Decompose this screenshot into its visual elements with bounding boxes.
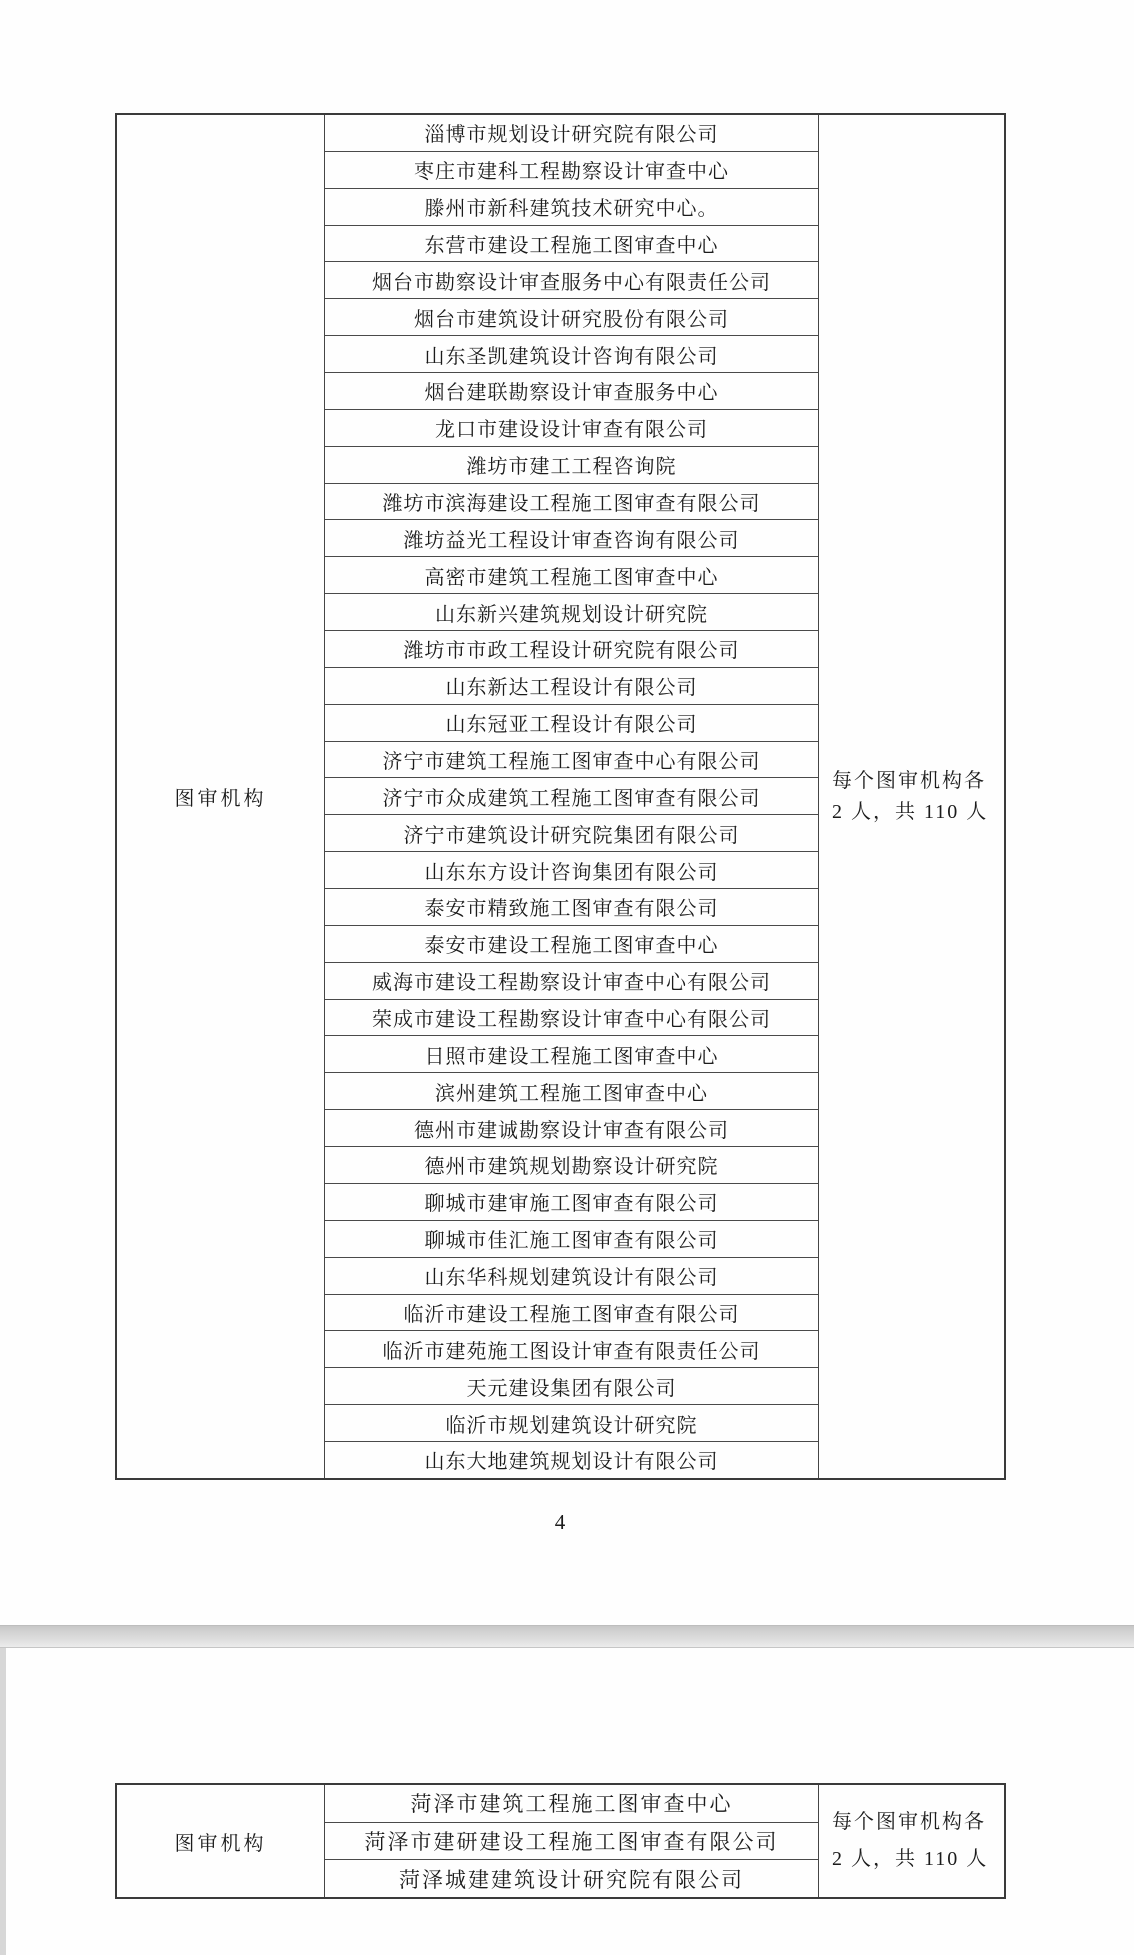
table-row: 山东华科规划建筑设计有限公司	[325, 1258, 818, 1295]
table-row: 聊城市建审施工图审查有限公司	[325, 1184, 818, 1221]
table-row: 滨州建筑工程施工图审查中心	[325, 1073, 818, 1110]
table-row: 泰安市精致施工图审查有限公司	[325, 889, 818, 926]
table-row: 日照市建设工程施工图审查中心	[325, 1036, 818, 1073]
table-row: 荣成市建设工程勘察设计审查中心有限公司	[325, 1000, 818, 1037]
table-row: 潍坊市建工工程咨询院	[325, 447, 818, 484]
table-row: 潍坊益光工程设计审查咨询有限公司	[325, 520, 818, 557]
table-row: 烟台市建筑设计研究股份有限公司	[325, 299, 818, 336]
table-row: 泰安市建设工程施工图审查中心	[325, 926, 818, 963]
table-row: 烟台市勘察设计审查服务中心有限责任公司	[325, 262, 818, 299]
table-row: 滕州市新科建筑技术研究中心。	[325, 189, 818, 226]
table-row: 天元建设集团有限公司	[325, 1368, 818, 1405]
table-row: 潍坊市市政工程设计研究院有限公司	[325, 631, 818, 668]
institution-list	[325, 1785, 819, 1897]
table-row: 菏泽市建筑工程施工图审查中心	[325, 1785, 818, 1823]
table-row: 淄博市规划设计研究院有限公司	[325, 115, 818, 152]
table-row: 龙口市建设设计审查有限公司	[325, 410, 818, 447]
table-row: 济宁市建筑工程施工图审查中心有限公司	[325, 742, 818, 779]
category-cell	[117, 115, 325, 1478]
quota-cell	[819, 1785, 1004, 1897]
category-label: 图审机构	[174, 788, 267, 810]
review-institutions-table-page5	[115, 1783, 1006, 1899]
category-label: 图审机构	[174, 1832, 267, 1855]
institution-list	[325, 115, 819, 1478]
table-row: 山东圣凯建筑设计咨询有限公司	[325, 336, 818, 373]
quota-note-line2: 2 人，共 110 人	[832, 1848, 989, 1870]
table-row: 德州市建筑规划勘察设计研究院	[325, 1147, 818, 1184]
table-row: 菏泽城建建筑设计研究院有限公司	[399, 1867, 744, 1892]
review-institutions-table-page4	[115, 113, 1006, 1480]
table-row: 山东大地建筑规划设计有限公司	[424, 1451, 719, 1474]
table-row: 临沂市建设工程施工图审查有限公司	[325, 1295, 818, 1332]
quota-note	[832, 1804, 988, 1878]
quota-note-line1: 每个图审机构各	[832, 769, 986, 792]
table-row: 菏泽市建研建设工程施工图审查有限公司	[325, 1823, 818, 1861]
table-row: 临沂市规划建筑设计研究院	[325, 1405, 818, 1442]
page-number: 4	[554, 1510, 566, 1534]
quota-cell	[819, 115, 1004, 1478]
table-row: 烟台建联勘察设计审查服务中心	[325, 373, 818, 410]
table-row: 山东东方设计咨询集团有限公司	[325, 852, 818, 889]
page-separator	[0, 1625, 1134, 1648]
table-row: 潍坊市滨海建设工程施工图审查有限公司	[325, 484, 818, 521]
table-row: 枣庄市建科工程勘察设计审查中心	[325, 152, 818, 189]
table-row: 高密市建筑工程施工图审查中心	[325, 557, 818, 594]
quota-note-line2: 2 人，共 110 人	[832, 800, 989, 823]
table-row: 济宁市建筑设计研究院集团有限公司	[325, 815, 818, 852]
quota-note	[832, 766, 988, 828]
table-row: 山东冠亚工程设计有限公司	[325, 705, 818, 742]
page-5	[6, 1648, 1134, 1955]
table-row: 威海市建设工程勘察设计审查中心有限公司	[325, 963, 818, 1000]
table-row: 聊城市佳汇施工图审查有限公司	[325, 1221, 818, 1258]
table-row: 临沂市建苑施工图设计审查有限责任公司	[325, 1331, 818, 1368]
category-cell	[117, 1785, 325, 1897]
table-row: 德州市建诚勘察设计审查有限公司	[325, 1110, 818, 1147]
table-row: 山东新兴建筑规划设计研究院	[325, 594, 818, 631]
table-row: 东营市建设工程施工图审查中心	[325, 226, 818, 263]
table-row: 山东新达工程设计有限公司	[325, 668, 818, 705]
quota-note-line1: 每个图审机构各	[832, 1811, 986, 1833]
table-row: 济宁市众成建筑工程施工图审查有限公司	[325, 778, 818, 815]
